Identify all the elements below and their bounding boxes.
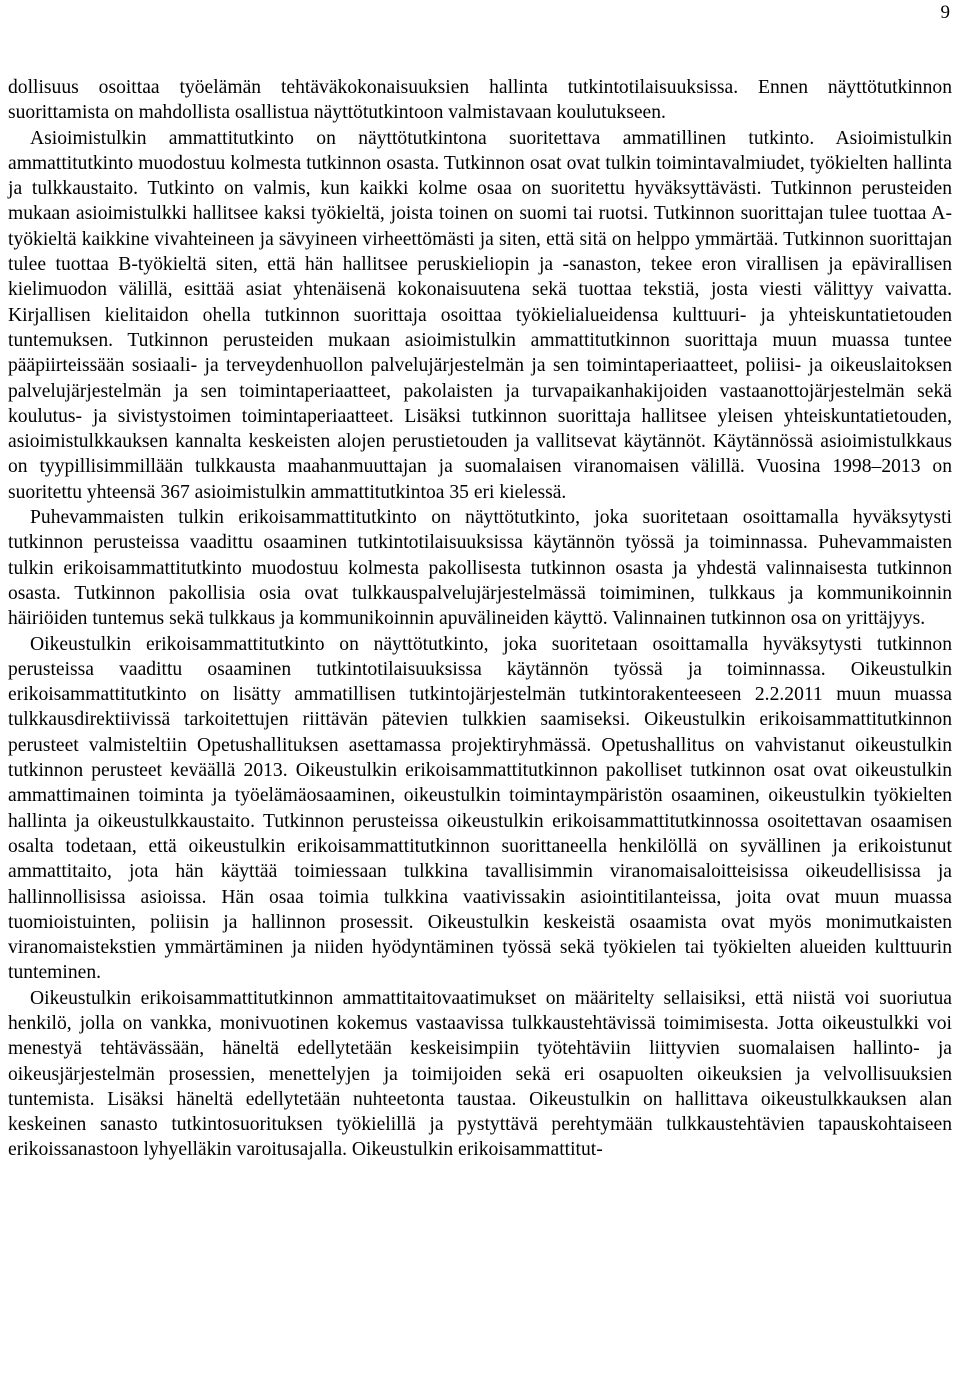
paragraph-oikeustulkki-vaatimukset: Oikeustulkin erikoisammattitutkinnon ammattitaitovaatimukset on määritelty sellaisiksi, että niistä voi suoriutua henkilö, jolla on vankka, monivuotinen kokemus vastaavissa tulkkaustehtävissä toimimisesta. Jotta oikeustulkki voi menestyä tehtävässään, häneltä edellytetään keskeisimpiin työtehtäviin liittyvien suomalaisen hallinto- ja oikeusjärjestelmän prosessien, menettelyjen ja toimijoiden sekä eri osapuolten oikeuksien ja velvollisuuksien tuntemista. Lisäksi häneltä edellytetään nuhteetonta taustaa. Oikeustulkin on hallittava oikeustulkkauksen alan keskeinen sanasto tutkintosuorituksen työkielillä ja pystyttävä perehtymään tulkkaustehtävien tapauskohtaiseen erikoissanastoon lyhyelläkin varoitusajalla. Oikeustulkin erikoisammattitut- (8, 987, 952, 1161)
page-number: 9 (940, 2, 950, 23)
document-body (8, 75, 952, 1163)
paragraph-continuation: dollisuus osoittaa työelämän tehtäväkokonaisuuksien hallinta tutkintotilaisuuksissa. Ennen näyttötutkinnon suorittamista on mahdollista osallistua näyttötutkintoon valmistavaan koulutukseen. (8, 77, 952, 124)
paragraph-oikeustulkki: Oikeustulkin erikoisammattitutkinto on näyttötutkinto, joka suoritetaan osoittamalla hyväksytysti tutkinnon perusteissa vaadittu osaaminen tutkintotilaisuuksissa käytännön työssä ja toiminnassa. Oikeustulkin erikoisammattitutkinto on lisätty ammatillisen tutkintojärjestelmän tutkintorakenteeseen 2.2.2011 muun muassa tulkkausdirektiivissä tarkoitettujen riittävän pätevien tulkkien saamiseksi. Oikeustulkin erikoisammattitutkinnon perusteet valmisteltiin Opetushallituksen asettamassa projektiryhmässä. Opetushallitus on vahvistanut oikeustulkin tutkinnon perusteet keväällä 2013. Oikeustulkin erikoisammattitutkinnon pakolliset tutkinnon osat ovat oikeustulkin ammattimainen toiminta ja työelämäosaaminen, oikeustulkin toimintaympäristön osaaminen, oikeustulkin työkielten hallinta ja oikeustulkkaustaito. Tutkinnon perusteissa oikeustulkin erikoisammattitutkinnossa osoitettavan osaamisen osalta todetaan, että oikeustulkin erikoisammattitutkinnon suorittaneella henkilöllä on syvällinen ja erikoistunut ammattitaito, jota hän käyttää toimiessaan tulkkina tavallisimmin viranomaisaloitteisissa oikeudellisissa ja hallinnollisissa asioissa. Hän osaa toimia tulkkina vaativissakin asiointitilanteissa, joita ovat muun muassa tuomioistuinten, poliisin ja hallinnon prosessit. Oikeustulkin keskeistä osaamista ovat myös monimutkaisten viranomaistekstien ymmärtäminen ja niiden hyödyntäminen työssä sekä työkielen tai työkielten alueiden kulttuurin tunteminen. (8, 633, 952, 984)
paragraph-asioimistulkki: Asioimistulkin ammattitutkinto on näyttötutkintona suoritettava ammatillinen tutkinto. Asioimistulkin ammattitutkinto muodostuu kolmesta tutkinnon osasta. Tutkinnon osat ovat tulkin toimintavalmiudet, työkielten hallinta ja tulkkaustaito. Tutkinto on valmis, kun kaikki kolme osaa on suoritettu hyväksyttävästi. Tutkinnon perusteiden mukaan asioimistulkki hallitsee kaksi työkieltä, joista toinen on suomi tai ruotsi. Tutkinnon suorittajan tulee tuottaa A-työkieltä kaikkine vivahteineen ja sävyineen virheettömästi ja siten, että sitä on helppo ymmärtää. Tutkinnon suorittajan tulee tuottaa B-työkieltä siten, että hän hallitsee peruskieliopin ja -sanaston, tekee eron virallisen ja epävirallisen kielimuodon välillä, esittää asiat yhtenäisenä kokonaisuutena sekä tuottaa tekstiä, josta viesti välittyy vaivatta. Kirjallisen kielitaidon ohella tutkinnon suorittaja osoittaa työkielialueidensa kulttuuri- ja yhteiskuntatietouden tuntemuksen. Tutkinnon perusteiden mukaan asioimistulkin ammattitutkinnon suorittaja muun muassa tuntee pääpiirteissään sosiaali- ja terveydenhuollon palvelujärjestelmän ja sen toimintaperiaatteet, poliisi- ja oikeuslaitoksen palvelujärjestelmän ja sen toimintaperiaatteet, pakolaisten ja turvapaikanhakijoiden vastaanottojärjestelmän sekä koulutus- ja sivistystoimen toimintaperiaatteet. Lisäksi tutkinnon suorittaja hallitsee yleisen yhteiskuntatietouden, asioimistulkkauksen kannalta keskeisten alojen perustietouden ja vallitsevat käytännöt. Käytännössä asioimistulkkaus on tyypillisimmillään tulkkausta maahanmuuttajan ja suomalaisen viranomaisen välillä. Vuosina 1998–2013 on suoritettu yhteensä 367 asioimistulkin ammattitutkintoa 35 eri kielessä. (8, 127, 952, 503)
paragraph-puhevammaisten-tulkki: Puhevammaisten tulkin erikoisammattitutkinto on näyttötutkinto, joka suoritetaan osoittamalla hyväksytysti tutkinnon perusteissa vaadittu osaaminen tutkintotilaisuuksissa käytännön työssä ja toiminnassa. Puhevammaisten tulkin erikoisammattitutkinto muodostuu kolmesta pakollisesta tutkinnon osasta ja yhdestä valinnaisesta tutkinnon osasta. Tutkinnon pakollisia osia ovat tulkkauspalvelujärjestelmässä toimiminen, tulkkaus ja kommunikoinnin häiriöiden tuntemus sekä tulkkaus ja kommunikoinnin apuvälineiden käyttö. Valinnainen tutkinnon osa on yrittäjyys. (8, 507, 952, 630)
